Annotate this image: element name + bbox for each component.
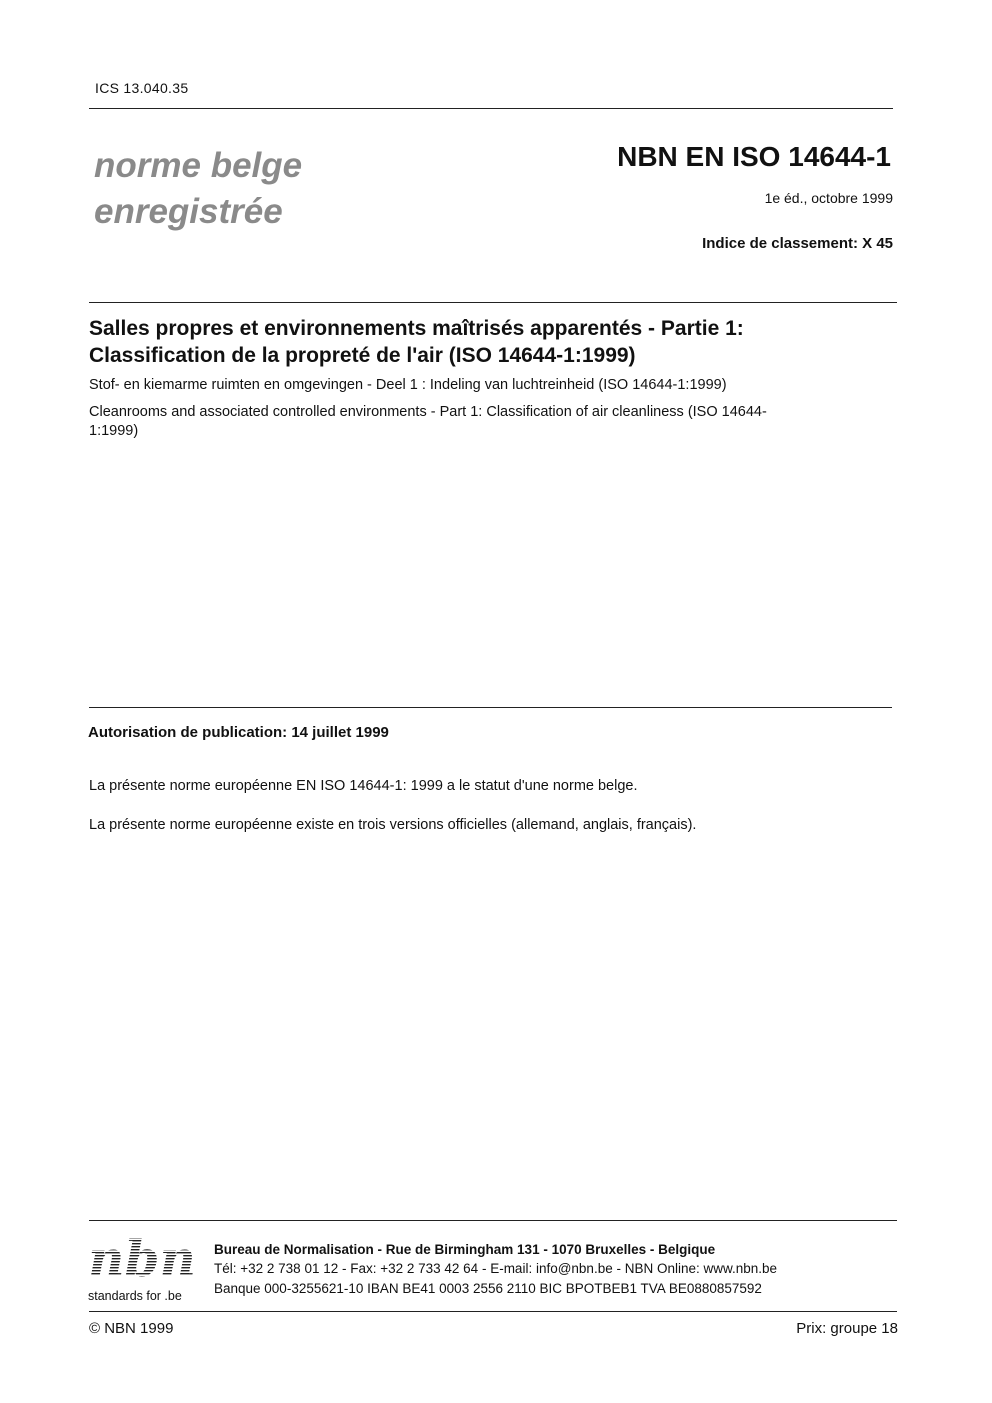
footer-bank: Banque 000-3255621-10 IBAN BE41 0003 2556 2110 BIC BPOTBEB1 TVA BE0880857592 bbox=[214, 1281, 762, 1296]
header-divider bbox=[89, 108, 893, 109]
brand-line-2: enregistrée bbox=[94, 192, 283, 231]
footer-address: Bureau de Normalisation - Rue de Birmingham 131 - 1070 Bruxelles - Belgique bbox=[214, 1242, 716, 1257]
english-title-line-1: Cleanrooms and associated controlled environments - Part 1: Classification of air cleanliness (ISO 14644- bbox=[89, 404, 767, 420]
logo-tagline: standards for .be bbox=[88, 1289, 182, 1303]
french-title-line-1: Salles propres et environnements maîtrisés apparentés - Partie 1: bbox=[89, 317, 744, 340]
document-brand bbox=[94, 143, 302, 235]
edition-date: 1e éd., octobre 1999 bbox=[764, 190, 893, 206]
publication-authorisation: Autorisation de publication: 14 juillet 1999 bbox=[88, 724, 389, 741]
footer-divider-top bbox=[89, 1220, 897, 1221]
dutch-title: Stof- en kiemarme ruimten en omgevingen - Deel 1 : Indeling van luchtreinheid (ISO 14644-1:1999) bbox=[89, 377, 727, 393]
logo-letters: nbn bbox=[88, 1229, 196, 1288]
title-divider bbox=[89, 302, 897, 303]
french-title-line-2: Classification de la propreté de l'air (ISO 14644-1:1999) bbox=[89, 344, 636, 367]
status-paragraph: La présente norme européenne EN ISO 14644-1: 1999 a le statut d'une norme belge. bbox=[89, 778, 638, 794]
versions-paragraph: La présente norme européenne existe en trois versions officielles (allemand, anglais, français). bbox=[89, 817, 697, 833]
brand-line-1: norme belge bbox=[94, 146, 303, 185]
nbn-logo bbox=[86, 1228, 202, 1304]
copyright: © NBN 1999 bbox=[89, 1320, 174, 1337]
footer-contact: Tél: +32 2 738 01 12 - Fax: +32 2 733 42 64 - E-mail: info@nbn.be - NBN Online: www.nbn.be bbox=[214, 1261, 778, 1276]
standard-number: NBN EN ISO 14644-1 bbox=[617, 141, 891, 172]
french-title bbox=[89, 315, 869, 369]
classification-index: Indice de classement: X 45 bbox=[702, 235, 893, 252]
english-title bbox=[89, 403, 879, 441]
nbn-logo-graphic bbox=[86, 1228, 202, 1304]
ics-code: ICS 13.040.35 bbox=[95, 80, 189, 96]
footer-divider-bottom bbox=[89, 1311, 897, 1312]
publication-divider bbox=[89, 707, 892, 708]
english-title-line-2: 1:1999) bbox=[89, 423, 139, 439]
price-group: Prix: groupe 18 bbox=[796, 1320, 898, 1337]
